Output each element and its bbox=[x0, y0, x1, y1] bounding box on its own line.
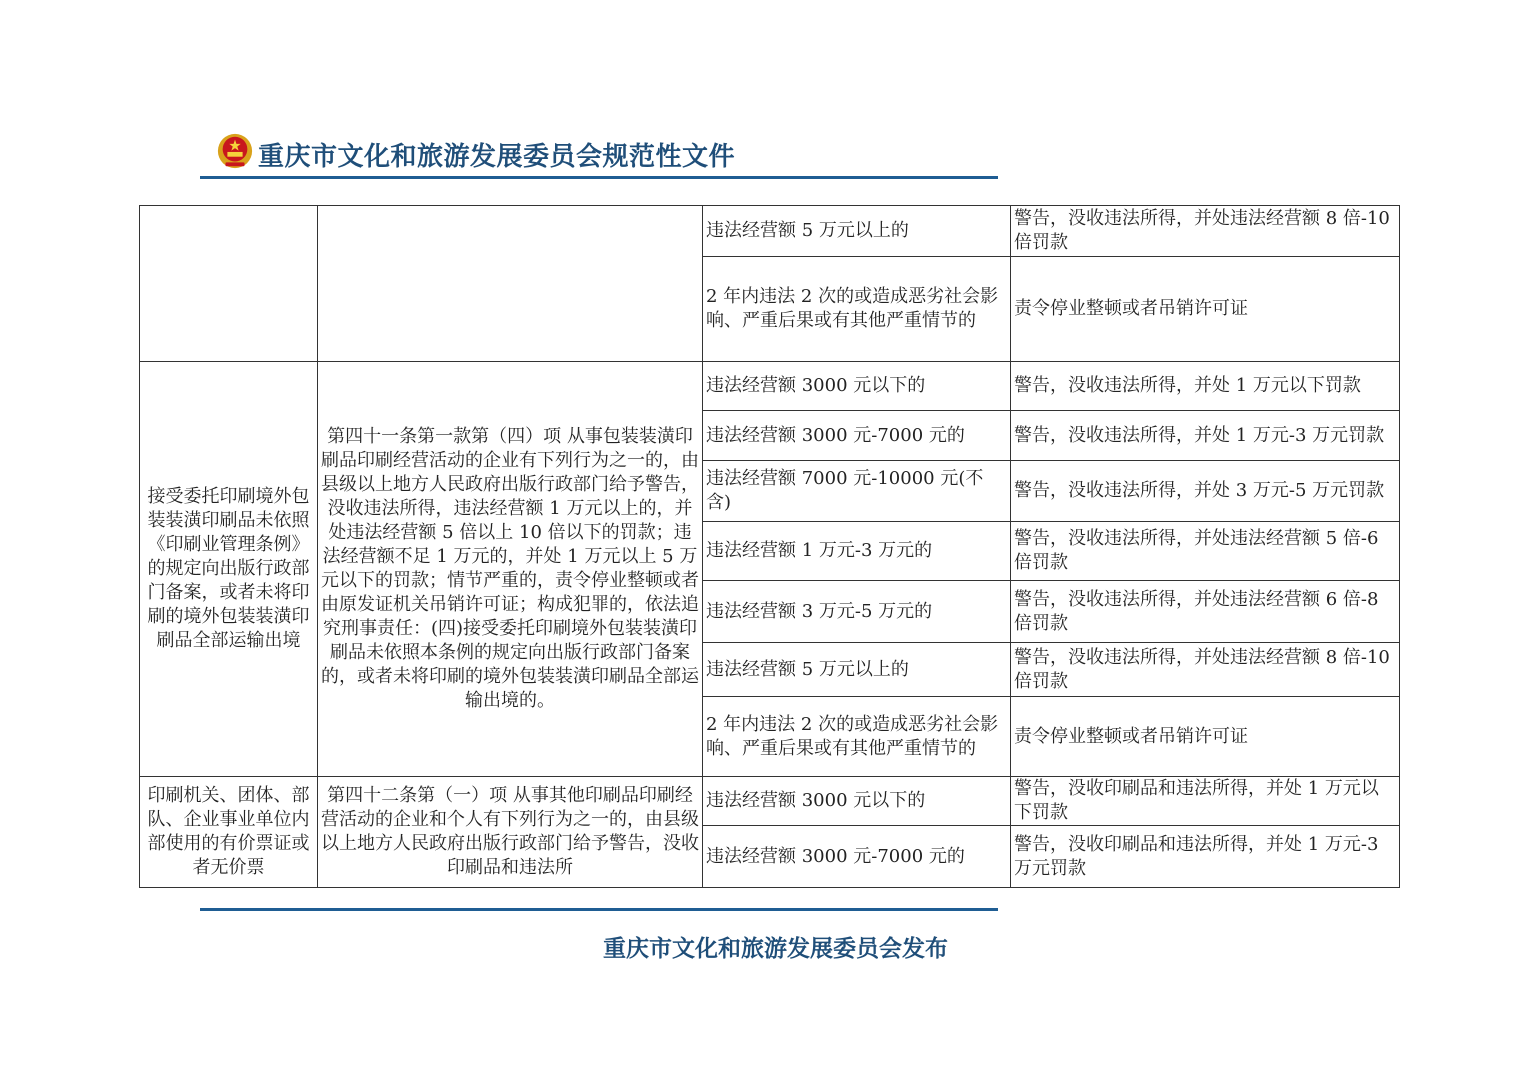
situation-cell: 违法经营额 5 万元以上的 bbox=[703, 206, 1011, 257]
behavior-cell: 接受委托印刷境外包装装潢印刷品未依照《印刷业管理条例》的规定向出版行政部门备案，或者未将印刷的境外包装装潢印刷品全部运输出境 bbox=[140, 362, 318, 777]
footer-divider bbox=[200, 908, 998, 911]
situation-cell: 违法经营额 7000 元-10000 元(不含) bbox=[703, 461, 1011, 522]
penalty-cell: 责令停业整顿或者吊销许可证 bbox=[1011, 257, 1400, 362]
penalty-cell: 警告，没收违法所得，并处违法经营额 6 倍-8 倍罚款 bbox=[1011, 581, 1400, 643]
penalty-cell: 警告，没收违法所得，并处 3 万元-5 万元罚款 bbox=[1011, 461, 1400, 522]
penalty-cell: 警告，没收违法所得，并处违法经营额 8 倍-10 倍罚款 bbox=[1011, 643, 1400, 697]
penalty-cell: 责令停业整顿或者吊销许可证 bbox=[1011, 697, 1400, 777]
behavior-cell: 印刷机关、团体、部队、企业事业单位内部使用的有价票证或者无价票 bbox=[140, 777, 318, 888]
table-row bbox=[140, 777, 1400, 826]
situation-cell: 违法经营额 1 万元-3 万元的 bbox=[703, 522, 1011, 581]
situation-cell: 违法经营额 3000 元-7000 元的 bbox=[703, 411, 1011, 461]
penalty-cell: 警告，没收违法所得，并处违法经营额 5 倍-6 倍罚款 bbox=[1011, 522, 1400, 581]
header-divider bbox=[200, 176, 998, 179]
situation-cell: 违法经营额 3000 元以下的 bbox=[703, 777, 1011, 826]
footer-publisher: 重庆市文化和旅游发展委员会发布 bbox=[603, 935, 948, 962]
penalty-cell: 警告，没收违法所得，并处 1 万元以下罚款 bbox=[1011, 362, 1400, 411]
situation-cell: 违法经营额 3000 元以下的 bbox=[703, 362, 1011, 411]
header-title: 重庆市文化和旅游发展委员会规范性文件 bbox=[258, 142, 736, 172]
penalty-cell: 警告，没收违法所得，并处违法经营额 8 倍-10 倍罚款 bbox=[1011, 206, 1400, 257]
situation-cell: 2 年内违法 2 次的或造成恶劣社会影响、严重后果或有其他严重情节的 bbox=[703, 257, 1011, 362]
penalty-cell: 警告，没收印刷品和违法所得，并处 1 万元-3 万元罚款 bbox=[1011, 826, 1400, 888]
table-row bbox=[140, 362, 1400, 411]
penalty-cell: 警告，没收违法所得，并处 1 万元-3 万元罚款 bbox=[1011, 411, 1400, 461]
situation-cell: 违法经营额 5 万元以上的 bbox=[703, 643, 1011, 697]
national-emblem-icon bbox=[216, 132, 254, 170]
situation-cell: 违法经营额 3000 元-7000 元的 bbox=[703, 826, 1011, 888]
basis-cell bbox=[318, 206, 703, 362]
situation-cell: 违法经营额 3 万元-5 万元的 bbox=[703, 581, 1011, 643]
document-header bbox=[200, 128, 998, 182]
situation-cell: 2 年内违法 2 次的或造成恶劣社会影响、严重后果或有其他严重情节的 bbox=[703, 697, 1011, 777]
basis-cell: 第四十二条第（一）项 从事其他印刷品印刷经营活动的企业和个人有下列行为之一的，由县级以上地方人民政府出版行政部门给予警告，没收印刷品和违法所 bbox=[318, 777, 703, 888]
penalty-cell: 警告，没收印刷品和违法所得，并处 1 万元以下罚款 bbox=[1011, 777, 1400, 826]
basis-cell: 第四十一条第一款第（四）项 从事包装装潢印刷品印刷经营活动的企业有下列行为之一的，由县级以上地方人民政府出版行政部门给予警告，没收违法所得，违法经营额 1 万元以上的，并处违法经营额 5 倍以上 10 倍以下的罚款；违法经营额不足 1 万元的，并处 1 万元以上 5 万元以下的罚款；情节严重的，责令停业整顿或者由原发证机关吊销许可证；构成犯罪的，依法追究刑事责任：(四)接受委托印刷境外包装装潢印刷品未依照本条例的规定向出版行政部门备案的，或者未将印刷的境外包装装潢印刷品全部运输出境的。 bbox=[318, 362, 703, 777]
penalty-table bbox=[139, 205, 1400, 888]
behavior-cell bbox=[140, 206, 318, 362]
table-row bbox=[140, 206, 1400, 257]
